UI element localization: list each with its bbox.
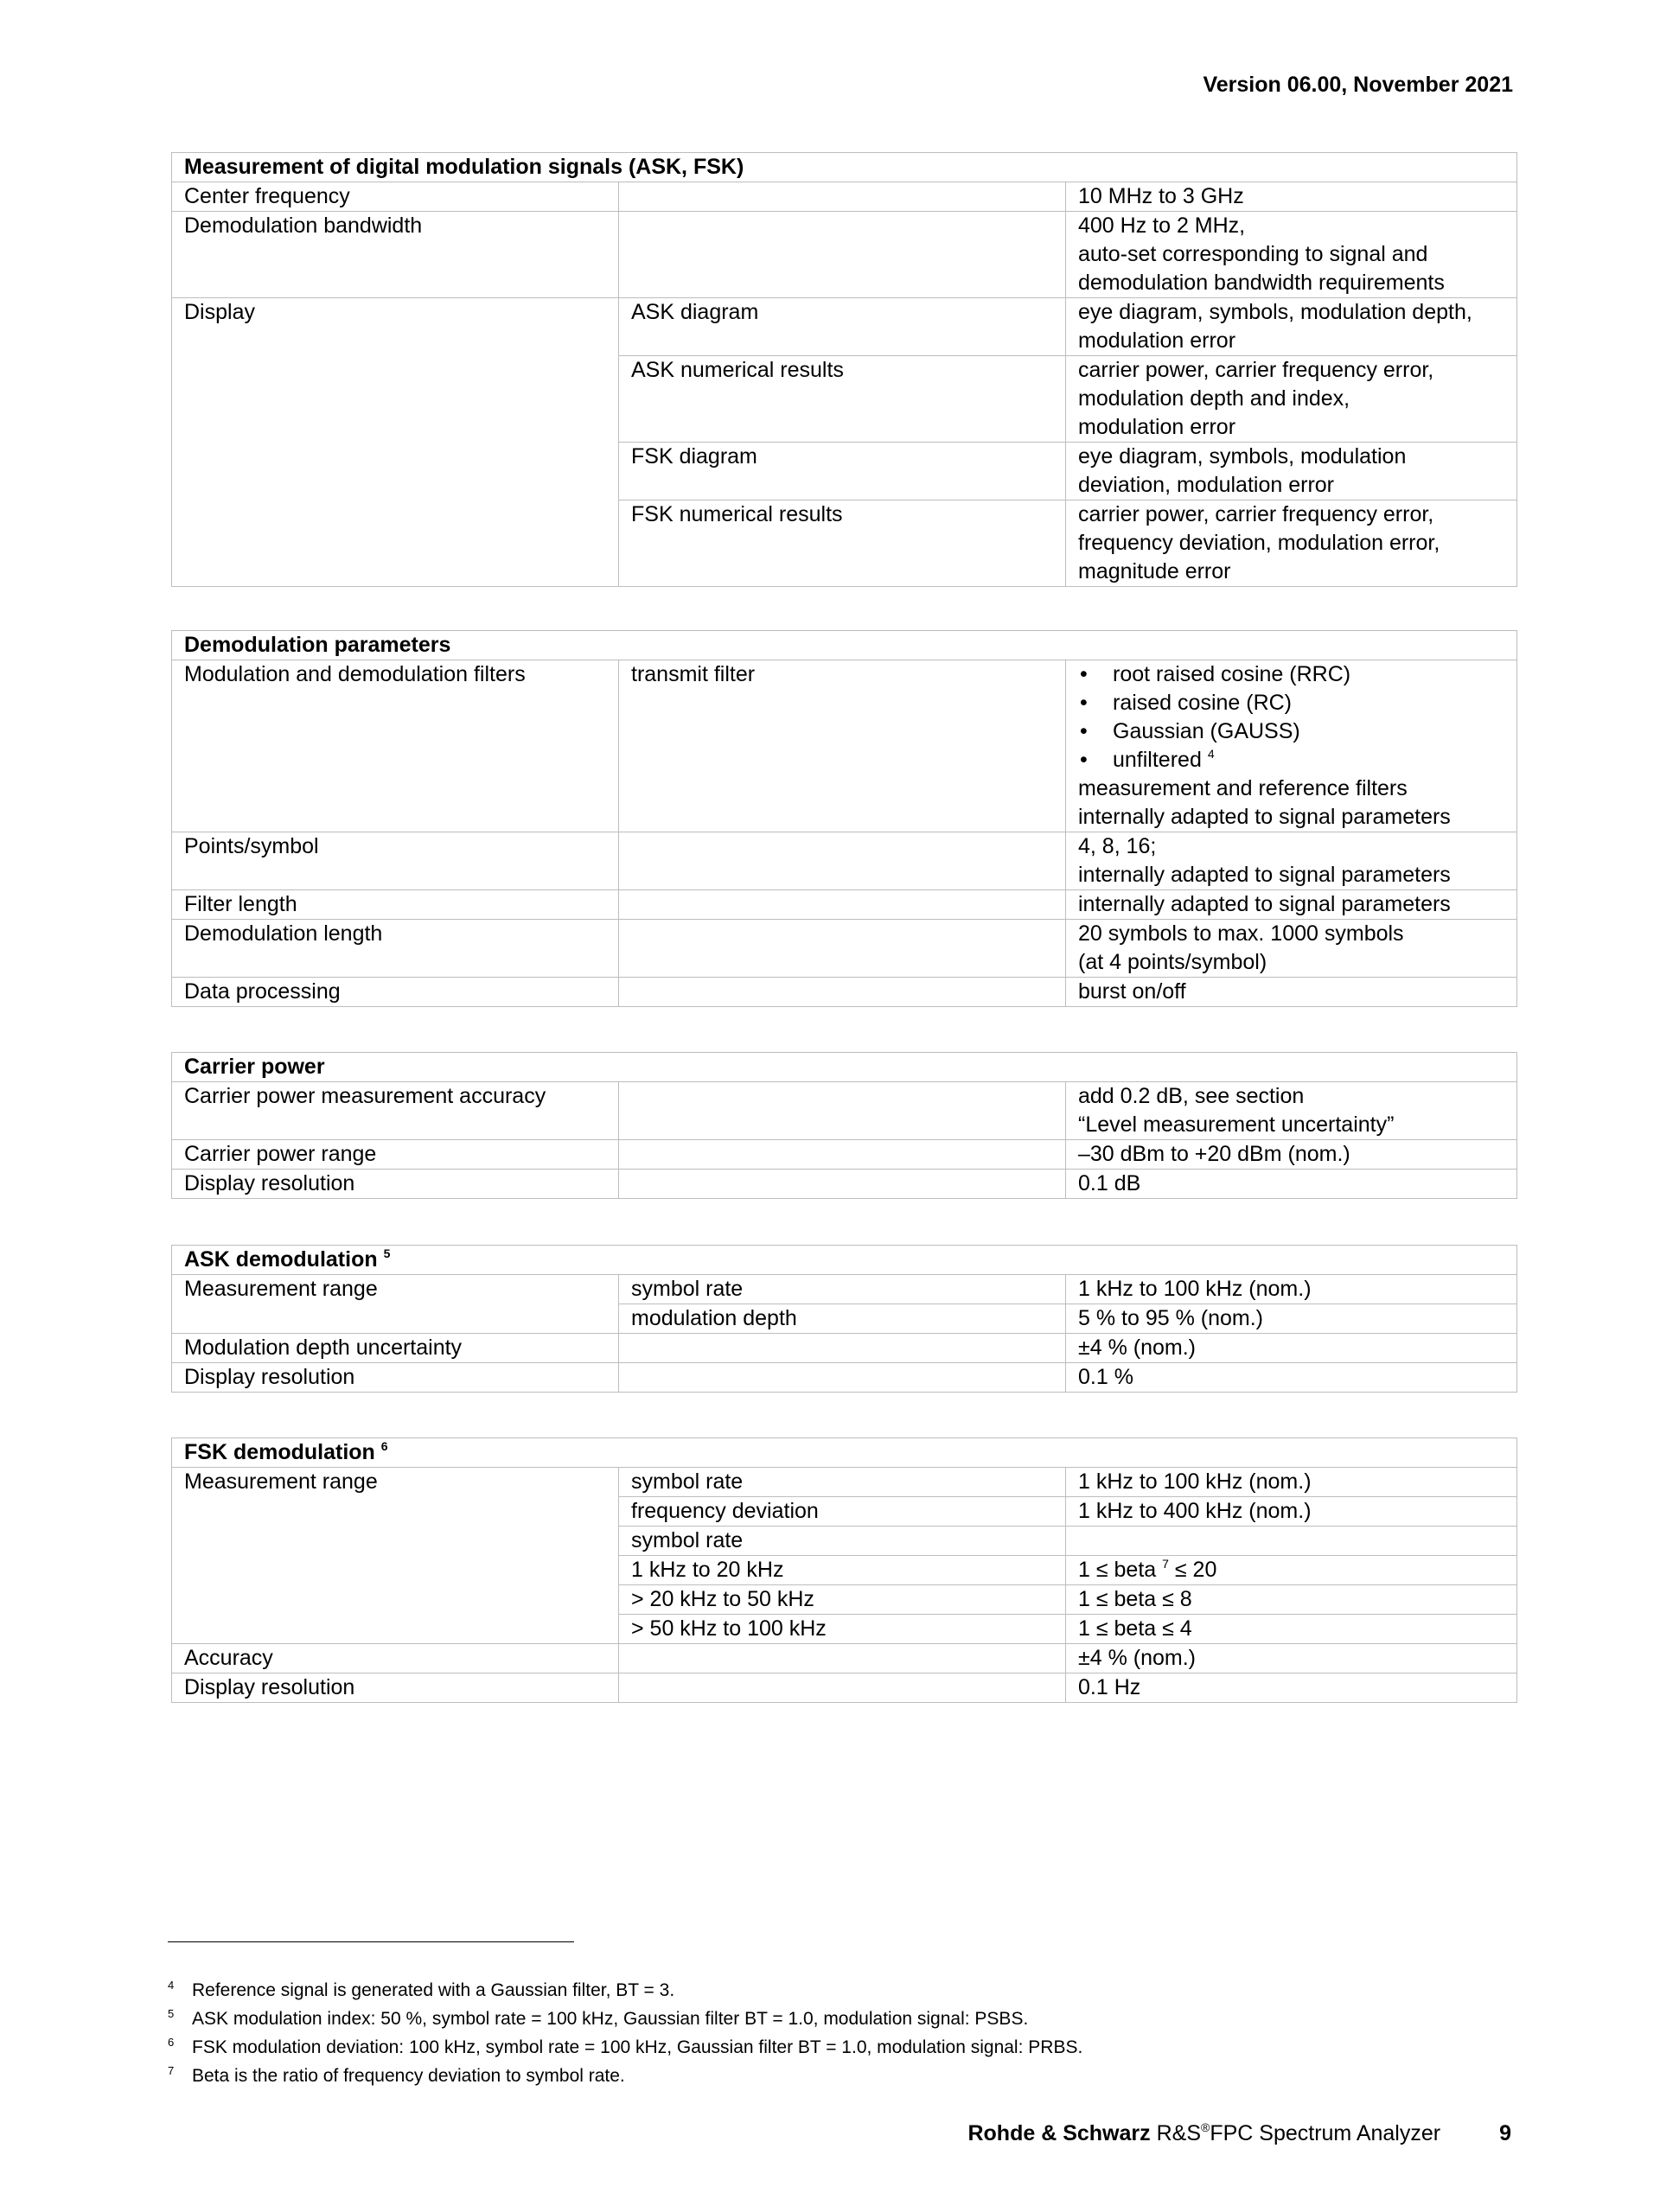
footnote-number: 4 bbox=[168, 1979, 175, 1992]
page-footer bbox=[967, 2121, 1511, 2146]
param-value: ±4 % (nom.) bbox=[1066, 1644, 1517, 1673]
param-value: burst on/off bbox=[1066, 978, 1517, 1007]
param-label: Measurement range bbox=[172, 1275, 619, 1334]
param-sub: ASK numerical results bbox=[619, 356, 1066, 443]
param-sub bbox=[619, 1140, 1066, 1170]
param-value: 1 ≤ beta $^7$ ≤ 20 bbox=[1066, 1556, 1517, 1585]
footer-product: R&S®FPC Spectrum Analyzer bbox=[1156, 2120, 1441, 2145]
param-sub bbox=[619, 890, 1066, 920]
param-label: Measurement range bbox=[172, 1468, 619, 1644]
param-sub: symbol rate bbox=[619, 1527, 1066, 1556]
param-value: ±4 % (nom.) bbox=[1066, 1334, 1517, 1363]
footnote-text: Beta is the ratio of frequency deviation to symbol rate. bbox=[192, 2066, 625, 2086]
bullet-item: • Gaussian (GAUSS) bbox=[1078, 717, 1508, 746]
param-label: Accuracy bbox=[172, 1644, 619, 1673]
param-sub bbox=[619, 1082, 1066, 1140]
param-sub bbox=[619, 832, 1066, 890]
param-label: Carrier power measurement accuracy bbox=[172, 1082, 619, 1140]
param-value bbox=[1066, 1527, 1517, 1556]
param-sub: ASK diagram bbox=[619, 298, 1066, 356]
table-title: FSK demodulation $^6$ bbox=[172, 1438, 1517, 1468]
param-sub: frequency deviation bbox=[619, 1497, 1066, 1527]
param-sub bbox=[619, 1334, 1066, 1363]
param-sub: symbol rate bbox=[619, 1275, 1066, 1304]
footnote-number: 5 bbox=[168, 2007, 175, 2020]
param-value: 0.1 dB bbox=[1066, 1170, 1517, 1199]
param-value: 1 kHz to 100 kHz (nom.) bbox=[1066, 1275, 1517, 1304]
param-sub bbox=[619, 978, 1066, 1007]
param-label: Points/symbol bbox=[172, 832, 619, 890]
param-value: 1 kHz to 100 kHz (nom.) bbox=[1066, 1468, 1517, 1497]
param-value: carrier power, carrier frequency error, frequency deviation, modulation error, magnitude error bbox=[1066, 500, 1517, 587]
param-label: Display resolution bbox=[172, 1673, 619, 1703]
param-value: 5 % to 95 % (nom.) bbox=[1066, 1304, 1517, 1334]
param-value: eye diagram, symbols, modulation depth, modulation error bbox=[1066, 298, 1517, 356]
param-sub: transmit filter bbox=[619, 660, 1066, 832]
footnote-number: 7 bbox=[168, 2064, 175, 2077]
param-value: 1 kHz to 400 kHz (nom.) bbox=[1066, 1497, 1517, 1527]
param-sub: symbol rate bbox=[619, 1468, 1066, 1497]
param-value: 0.1 % bbox=[1066, 1363, 1517, 1393]
param-value: 10 MHz to 3 GHz bbox=[1066, 182, 1517, 212]
version-header: Version 06.00, November 2021 bbox=[1203, 73, 1513, 97]
param-label: Demodulation length bbox=[172, 920, 619, 978]
footnote-text: Reference signal is generated with a Gaussian filter, BT = 3. bbox=[192, 1980, 675, 2000]
param-value: add 0.2 dB, see section “Level measurement uncertainty” bbox=[1066, 1082, 1517, 1140]
param-value: 1 ≤ beta ≤ 8 bbox=[1066, 1585, 1517, 1615]
param-label: Display resolution bbox=[172, 1170, 619, 1199]
digital-modulation-table bbox=[171, 152, 1517, 587]
param-label: Data processing bbox=[172, 978, 619, 1007]
footnote bbox=[168, 2062, 1082, 2090]
param-sub bbox=[619, 212, 1066, 298]
param-sub: > 20 kHz to 50 kHz bbox=[619, 1585, 1066, 1615]
demodulation-parameters-table bbox=[171, 630, 1517, 1007]
table-title: ASK demodulation $^5$ bbox=[172, 1246, 1517, 1275]
footnote bbox=[168, 2005, 1082, 2033]
param-label: Display resolution bbox=[172, 1363, 619, 1393]
param-label: Center frequency bbox=[172, 182, 619, 212]
param-label: Modulation depth uncertainty bbox=[172, 1334, 619, 1363]
footnote bbox=[168, 1976, 1082, 2005]
param-label: Demodulation bandwidth bbox=[172, 212, 619, 298]
table-title: Carrier power bbox=[172, 1053, 1517, 1082]
bullet-item: • root raised cosine (RRC) bbox=[1078, 660, 1508, 689]
param-value: 400 Hz to 2 MHz, auto-set corresponding to signal and demodulation bandwidth requirements bbox=[1066, 212, 1517, 298]
param-sub: 1 kHz to 20 kHz bbox=[619, 1556, 1066, 1585]
footnote-divider bbox=[168, 1941, 574, 1942]
param-sub bbox=[619, 1170, 1066, 1199]
param-value: carrier power, carrier frequency error, modulation depth and index, modulation error bbox=[1066, 356, 1517, 443]
param-sub bbox=[619, 182, 1066, 212]
param-sub bbox=[619, 1673, 1066, 1703]
param-sub bbox=[619, 920, 1066, 978]
table-title: Measurement of digital modulation signals (ASK, FSK) bbox=[172, 153, 1517, 182]
footnotes bbox=[168, 1976, 1082, 2090]
ask-demodulation-table bbox=[171, 1245, 1517, 1393]
param-value: 20 symbols to max. 1000 symbols (at 4 points/symbol) bbox=[1066, 920, 1517, 978]
param-value: –30 dBm to +20 dBm (nom.) bbox=[1066, 1140, 1517, 1170]
bullet-item: • raised cosine (RC) bbox=[1078, 689, 1508, 717]
footnote-ref: 6 bbox=[380, 1439, 388, 1453]
param-value: internally adapted to signal parameters bbox=[1066, 890, 1517, 920]
footnote-text: ASK modulation index: 50 %, symbol rate = 100 kHz, Gaussian filter BT = 1.0, modulation signal: PSBS. bbox=[192, 2009, 1029, 2029]
param-label: Modulation and demodulation filters bbox=[172, 660, 619, 832]
footnote-ref: 7 bbox=[1162, 1557, 1169, 1571]
footnote-number: 6 bbox=[168, 2036, 175, 2049]
param-value: 4, 8, 16; internally adapted to signal parameters bbox=[1066, 832, 1517, 890]
param-label: Display bbox=[172, 298, 619, 587]
footnote-text: FSK modulation deviation: 100 kHz, symbol rate = 100 kHz, Gaussian filter BT = 1.0, modulation signal: PRBS. bbox=[192, 2037, 1083, 2057]
param-value: 0.1 Hz bbox=[1066, 1673, 1517, 1703]
param-sub: FSK diagram bbox=[619, 443, 1066, 500]
footnote-ref: 5 bbox=[383, 1246, 391, 1260]
fsk-demodulation-table bbox=[171, 1437, 1517, 1703]
param-sub: > 50 kHz to 100 kHz bbox=[619, 1615, 1066, 1644]
param-label: Carrier power range bbox=[172, 1140, 619, 1170]
param-sub: modulation depth bbox=[619, 1304, 1066, 1334]
footnote bbox=[168, 2033, 1082, 2062]
table-title: Demodulation parameters bbox=[172, 631, 1517, 660]
param-value: • root raised cosine (RRC) • raised cosine (RC) • Gaussian (GAUSS) • unfiltered $^4$ measurement and reference filters internally adapted to signal parameters bbox=[1066, 660, 1517, 832]
param-sub: FSK numerical results bbox=[619, 500, 1066, 587]
param-value: eye diagram, symbols, modulation deviation, modulation error bbox=[1066, 443, 1517, 500]
param-sub bbox=[619, 1644, 1066, 1673]
param-sub bbox=[619, 1363, 1066, 1393]
footer-brand: Rohde & Schwarz bbox=[967, 2121, 1151, 2145]
param-label: Filter length bbox=[172, 890, 619, 920]
page-number: 9 bbox=[1499, 2121, 1511, 2145]
param-value: 1 ≤ beta ≤ 4 bbox=[1066, 1615, 1517, 1644]
footnote-ref: 4 bbox=[1207, 747, 1215, 761]
bullet-item: • unfiltered $^4$ bbox=[1078, 746, 1508, 775]
carrier-power-table bbox=[171, 1052, 1517, 1199]
